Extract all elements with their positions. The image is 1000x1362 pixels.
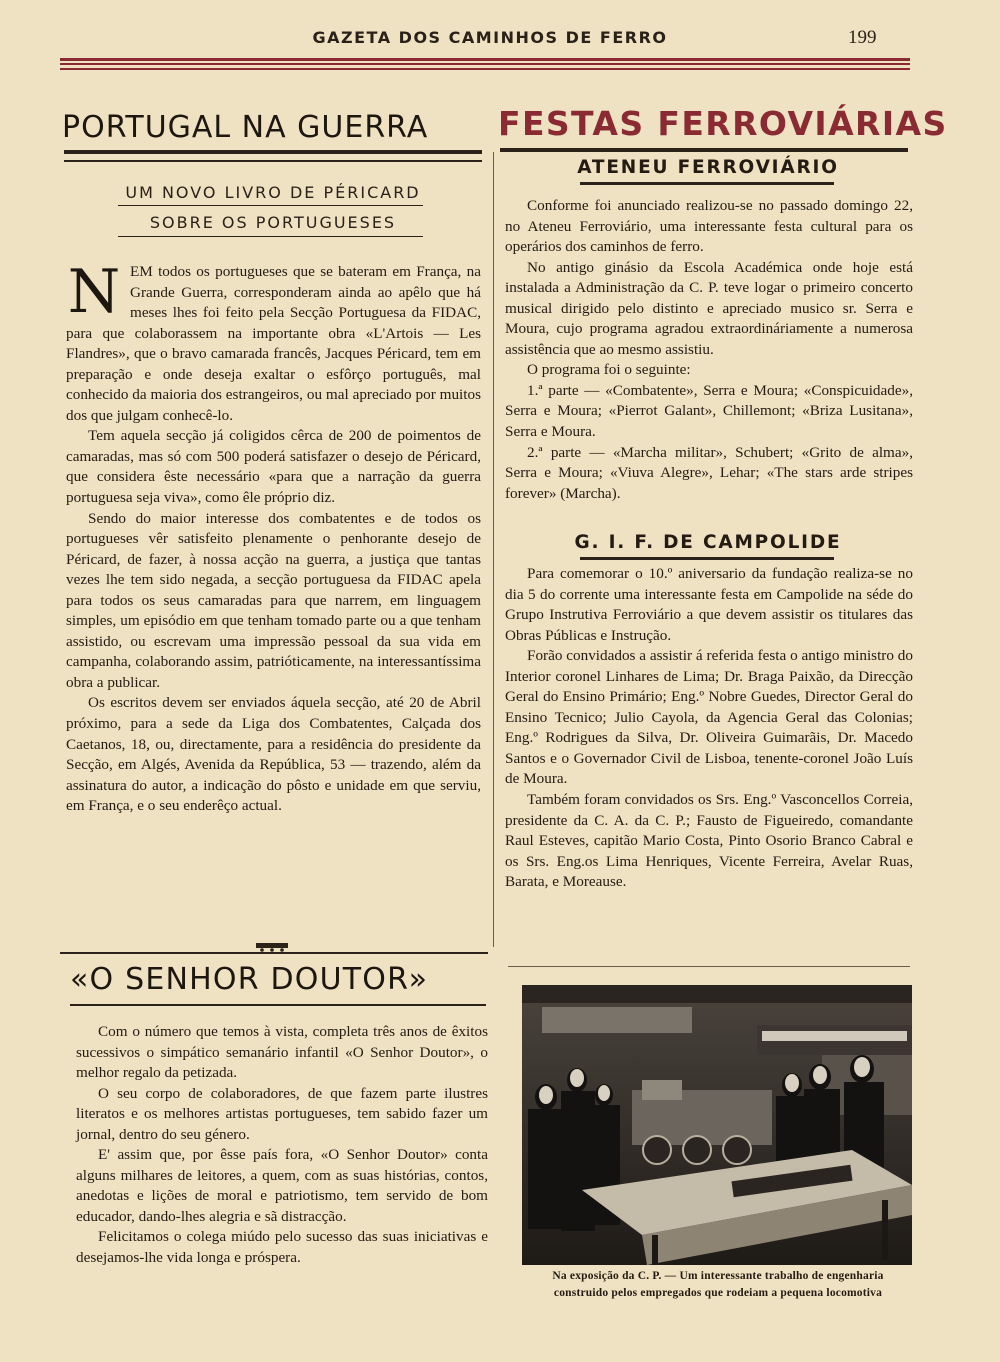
article-subtitle-2: SOBRE OS PORTUGUESES [149, 213, 397, 232]
section-rule [580, 557, 834, 560]
title-rule [64, 150, 482, 162]
paragraph: Tem aquela secção já coligidos cêrca de 200 de poimentos de camaradas, mas só com 500 poderá satisfazer o desejo de Péricard, que considera êste necessário «para que a narração da guerra portuguesa seja viva», como êle próprio diz. [66, 427, 481, 507]
paragraph: O programa foi o seguinte: [527, 361, 691, 379]
section-heading-campolide: G. I. F. DE CAMPOLIDE [574, 532, 842, 553]
paragraph: E' assim que, por êsse país fora, «O Senhor Doutor» conta alguns milhares de leitores, a quem, com as suas histórias, contos, anedotas e lições de moral e patriotismo, tem servido de bom educador, dando-lhes alegria e sã distracção. [76, 1146, 488, 1225]
article-title-festas: FESTAS FERROVIÁRIAS [498, 104, 948, 143]
article-body-ateneu [505, 196, 913, 504]
title-rule [70, 1004, 486, 1006]
ornament-icon [252, 940, 292, 952]
paragraph: 2.ª parte — «Marcha militar», Schubert; «Grito de alma», Serra e Moura; «Viuva Alegre», Lehar; «The stars arde stripes forever» (Marcha). [505, 443, 913, 502]
article-title-portugal: PORTUGAL NA GUERRA [62, 110, 429, 145]
article-subtitle-1: UM NOVO LIVRO DE PÉRICARD [125, 183, 421, 202]
caption-line-1: Na exposição da C. P. — Um interessante trabalho de engenharia [552, 1270, 884, 1282]
section-rule [580, 182, 834, 185]
paragraph: No antigo ginásio da Escola Académica onde hoje está instalada a Administração da C. P. teve logar o primeiro concerto musical dirigido pelo distinto e apreciado musico sr. Serra e Moura, cujo programa agradou extraordináriamente a numerosa assistência que ao mesmo assistiu. [505, 258, 913, 358]
section-divider [60, 952, 488, 954]
exhibition-photo [522, 985, 912, 1265]
subtitle-rule [118, 236, 423, 237]
photo-rule [508, 966, 910, 967]
paragraph: Conforme foi anunciado realizou-se no passado domingo 22, no Ateneu Ferroviário, uma interessante festa cultural para os operários dos caminhos de ferro. [505, 197, 913, 256]
article-body-portugal [66, 257, 481, 817]
paragraph: Forão convidados a assistir á referida festa o antigo ministro do Interior coronel Linhares de Lima; Dr. Braga Paixão, da Direcção Geral do Ensino Primário; Eng.º Nobre Guedes, Director Geral do Ensino Tecnico; Julio Cayola, da Agencia Geral das Colonias; Eng.º Rodrigues da Silva, Dr. Oliveira Guimarãis, Dr. Macedo Santos e o Governador Civil de Lisboa, tenente-coronel João Luís de Moura. [505, 647, 913, 788]
drop-cap: N [67, 257, 121, 327]
header-rule [60, 58, 910, 70]
paragraph: Com o número que temos à vista, completa três anos de êxitos sucessivos o simpático semanário infantil «O Senhor Doutor», o melhor regalo da petizada. [76, 1023, 488, 1082]
paragraph: Sendo do maior interesse dos combatentes e de todos os portugueses vêr satisfeito plenamente o penhorante desejo de Péricard, de fazer, à nossa acção na guerra, a justiça que tantas vezes lhe tem sido negada, a secção portuguesa da FIDAC apela para todos os seus camaradas para que narrem, em linguagem simples, um episódio em que tenham tomado parte ou a que tenham assistido, ou escrevam uma impressão pessoal da sua vida em campanha, colaborando assim, patrióticamente, na interessantíssima obra a publicar. [66, 509, 481, 691]
column-divider [493, 152, 494, 947]
title-rule [500, 148, 908, 156]
page-number: 199 [848, 27, 877, 48]
article-body-senhor-doutor [76, 1022, 488, 1269]
paragraph: Também foram convidados os Srs. Eng.º Vasconcellos Correia, presidente da C. A. da C. P.; Fausto de Figueiredo, comandante Raul Esteves, capitão Mario Costa, Pinto Osorio Branco Cabral e os Srs. Eng.os Lima Henriques, Vicente Ferreira, Avelar Ruas, Barata, e Moreause. [505, 791, 913, 891]
paragraph: Felicitamos o colega miúdo pelo sucesso das suas iniciativas e desejamos-lhe vida longa e próspera. [76, 1228, 488, 1267]
publication-title: GAZETA DOS CAMINHOS DE FERRO [312, 28, 668, 47]
paragraph: Para comemorar o 10.º aniversario da fundação realiza-se no dia 5 do corrente uma interessante festa em Campolide na séde do Grupo Instrutiva Ferroviário a que devem assistir os titulares das Obras Públicas e Instrução. [505, 565, 913, 644]
photo-caption [508, 1268, 928, 1302]
paragraph: 1.ª parte — «Combatente», Serra e Moura; «Conspicuidade», Serra e Moura; «Pierrot Galant», Chillemont; «Briza Lusitana», Serra e Moura. [505, 381, 913, 441]
subtitle-rule [118, 205, 423, 206]
article-title-senhor-doutor: «O SENHOR DOUTOR» [70, 962, 429, 997]
paragraph: EM todos os portugueses que se bateram em França, na Grande Guerra, corresponderam ainda ao apêlo que há meses lhes foi feito pela Secção Portuguesa da FIDAC, para que colaborassem na importante obra «L'Artois — Les Flandres», que o bravo camarada francês, Jacques Péricard, tem em preparação e onde deseja exaltar o esfôrço português, mal conhecido da maioria dos estrangeiros, ou mal apreciado por muitos dos que julgam conhecê-lo. [66, 263, 481, 424]
paragraph: O seu corpo de colaboradores, de que fazem parte ilustres literatos e os melhores artistas portugueses, tem sabido fazer um jornal, dentro do seu género. [76, 1084, 488, 1143]
caption-line-2: construido pelos empregados que rodeiam a pequena locomotiva [553, 1287, 883, 1299]
paragraph: Os escritos devem ser enviados áquela secção, até 20 de Abril próximo, para a sede da Liga dos Combatentes, Calçada dos Caetanos, 18, ou, directamente, para a residência do presidente da Secção, em Algés, Avenida da República, 53 — trazendo, além da assinatura do autor, a indicação do pôsto e unidade em que serviu, em França, e o seu enderêço actual. [66, 694, 481, 815]
section-heading-ateneu: ATENEU FERROVIÁRIO [577, 157, 839, 178]
article-body-campolide [505, 564, 913, 893]
